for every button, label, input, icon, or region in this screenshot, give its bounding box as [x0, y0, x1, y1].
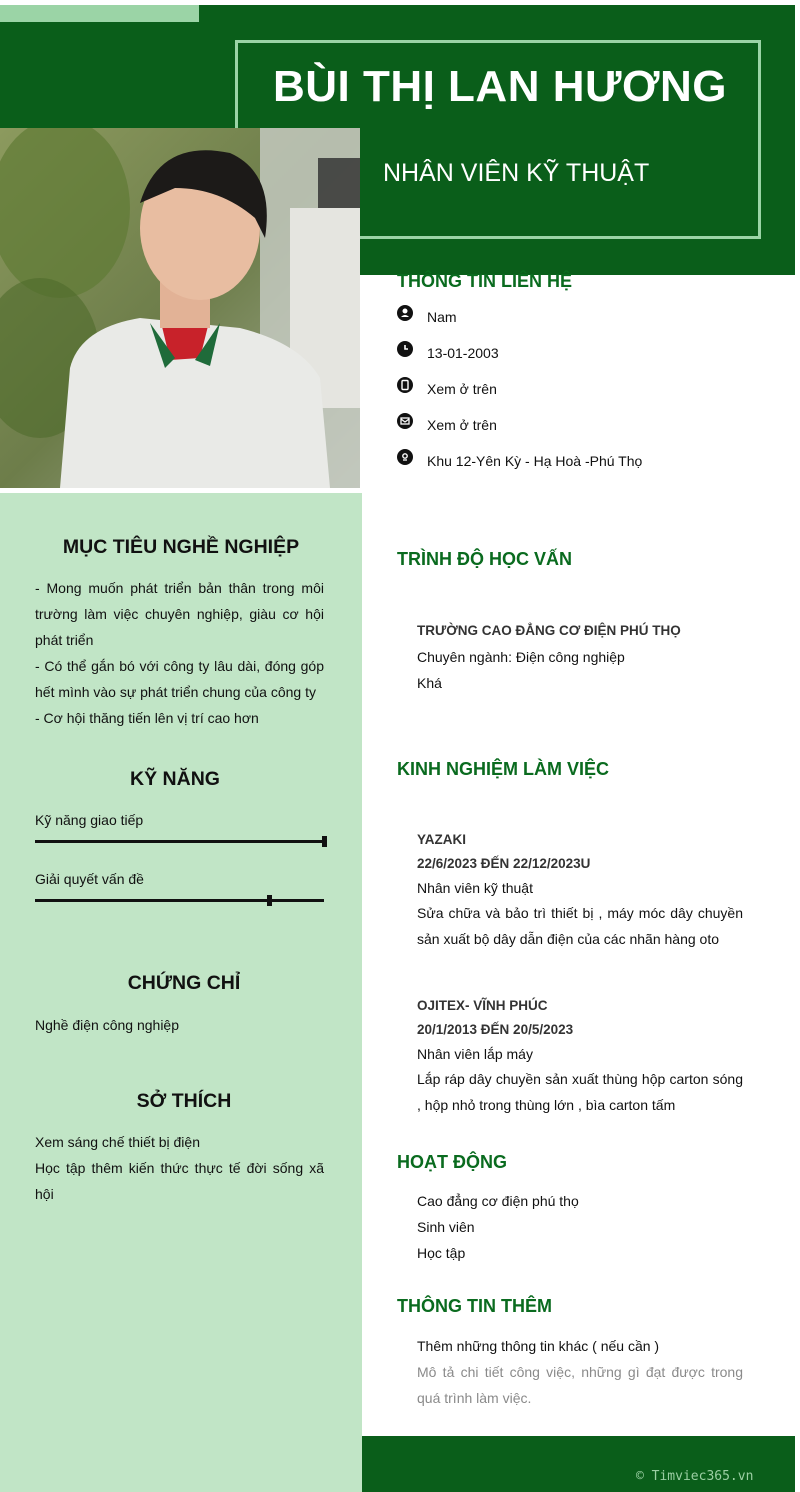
- candidate-position: NHÂN VIÊN KỸ THUẬT: [383, 159, 650, 187]
- certificates-heading: CHỨNG CHỈ: [127, 972, 241, 994]
- contact-address: Khu 12-Yên Kỳ - Hạ Hoà -Phú Thọ: [427, 453, 643, 469]
- experience-period: 22/6/2023 ĐẾN 22/12/2023U: [417, 856, 591, 871]
- skill-bar-knob: [267, 895, 272, 906]
- skill-bar-knob: [322, 836, 327, 847]
- activities-heading: HOẠT ĐỘNG: [397, 1152, 507, 1172]
- activities-text: [417, 1188, 743, 1266]
- hobbies-text: [35, 1129, 324, 1207]
- candidate-name: BÙI THỊ LAN HƯƠNG: [272, 62, 728, 111]
- contact-phone: Xem ở trên: [427, 381, 497, 397]
- education-grade: Khá: [417, 675, 442, 691]
- education-entry: [417, 618, 743, 696]
- skill-bar: [35, 840, 324, 843]
- skill-bar: [35, 899, 324, 902]
- education-major: Chuyên ngành: Điện công nghiệp: [417, 649, 625, 665]
- activity-line: Học tập: [417, 1245, 466, 1261]
- objective-heading: MỤC TIÊU NGHỀ NGHIỆP: [62, 536, 300, 558]
- more-info-line: Thêm những thông tin khác ( nếu cần ): [417, 1338, 660, 1354]
- objective-text: [35, 575, 324, 731]
- skills-heading: KỸ NĂNG: [130, 768, 220, 790]
- skill-name: Giải quyết vấn đề: [35, 871, 144, 887]
- more-info-text: [417, 1333, 743, 1411]
- experience-entry: [417, 994, 743, 1118]
- contact-gender: Nam: [427, 309, 457, 325]
- activity-line: Sinh viên: [417, 1219, 475, 1235]
- experience-description: Lắp ráp dây chuyền sản xuất thùng hộp carton sóng , hộp nhỏ trong thùng lớn , bìa carton tấm: [417, 1071, 743, 1113]
- copyright-text: © Timviec365.vn: [636, 1469, 754, 1484]
- contact-birthdate: 13-01-2003: [427, 345, 499, 361]
- hobby-line: Xem sáng chế thiết bị điện: [35, 1134, 200, 1150]
- experience-entry: [417, 828, 743, 952]
- experience-role: Nhân viên kỹ thuật: [417, 880, 533, 896]
- experience-heading: KINH NGHIỆM LÀM VIỆC: [397, 759, 610, 779]
- objective-line: - Mong muốn phát triển bản thân trong môi trường làm việc chuyên nghiệp, giàu cơ hội phát triển: [35, 580, 324, 648]
- certificate-item: Nghề điện công nghiệp: [35, 1017, 180, 1033]
- profile-photo: [0, 128, 360, 488]
- more-info-description: Mô tả chi tiết công việc, những gì đạt được trong quá trình làm việc.: [417, 1364, 743, 1406]
- experience-company: OJITEX- VĨNH PHÚC: [417, 998, 548, 1013]
- objective-line: - Cơ hội thăng tiến lên vị trí cao hơn: [35, 710, 259, 726]
- location-icon: [397, 449, 413, 465]
- clock-icon: [397, 341, 413, 357]
- objective-line: - Có thể gắn bó với công ty lâu dài, đóng góp hết mình vào sự phát triển chung của công ty: [35, 658, 324, 700]
- experience-company: YAZAKI: [417, 832, 467, 847]
- education-school: TRƯỜNG CAO ĐẲNG CƠ ĐIỆN PHÚ THỌ: [417, 623, 681, 638]
- experience-period: 20/1/2013 ĐẾN 20/5/2023: [417, 1022, 574, 1037]
- experience-role: Nhân viên lắp máy: [417, 1046, 533, 1062]
- experience-description: Sửa chữa và bảo trì thiết bị , máy móc dây chuyền sản xuất bộ dây dẫn điện của các nhãn hàng oto: [417, 905, 743, 947]
- more-info-heading: THÔNG TIN THÊM: [397, 1296, 552, 1316]
- contact-email: Xem ở trên: [427, 417, 497, 433]
- hobby-line: Học tập thêm kiến thức thực tế đời sống xã hội: [35, 1160, 324, 1202]
- education-heading: TRÌNH ĐỘ HỌC VẤN: [397, 549, 572, 569]
- phone-icon: [397, 377, 413, 393]
- user-icon: [397, 305, 413, 321]
- hobbies-heading: SỞ THÍCH: [136, 1090, 232, 1112]
- profile-photo-illustration: [0, 128, 360, 488]
- email-icon: [397, 413, 413, 429]
- contact-heading: THÔNG TIN LIÊN HỆ: [397, 271, 572, 291]
- activity-line: Cao đẳng cơ điện phú thọ: [417, 1193, 579, 1209]
- skill-name: Kỹ năng giao tiếp: [35, 812, 144, 828]
- header-accent-strip: [0, 5, 199, 22]
